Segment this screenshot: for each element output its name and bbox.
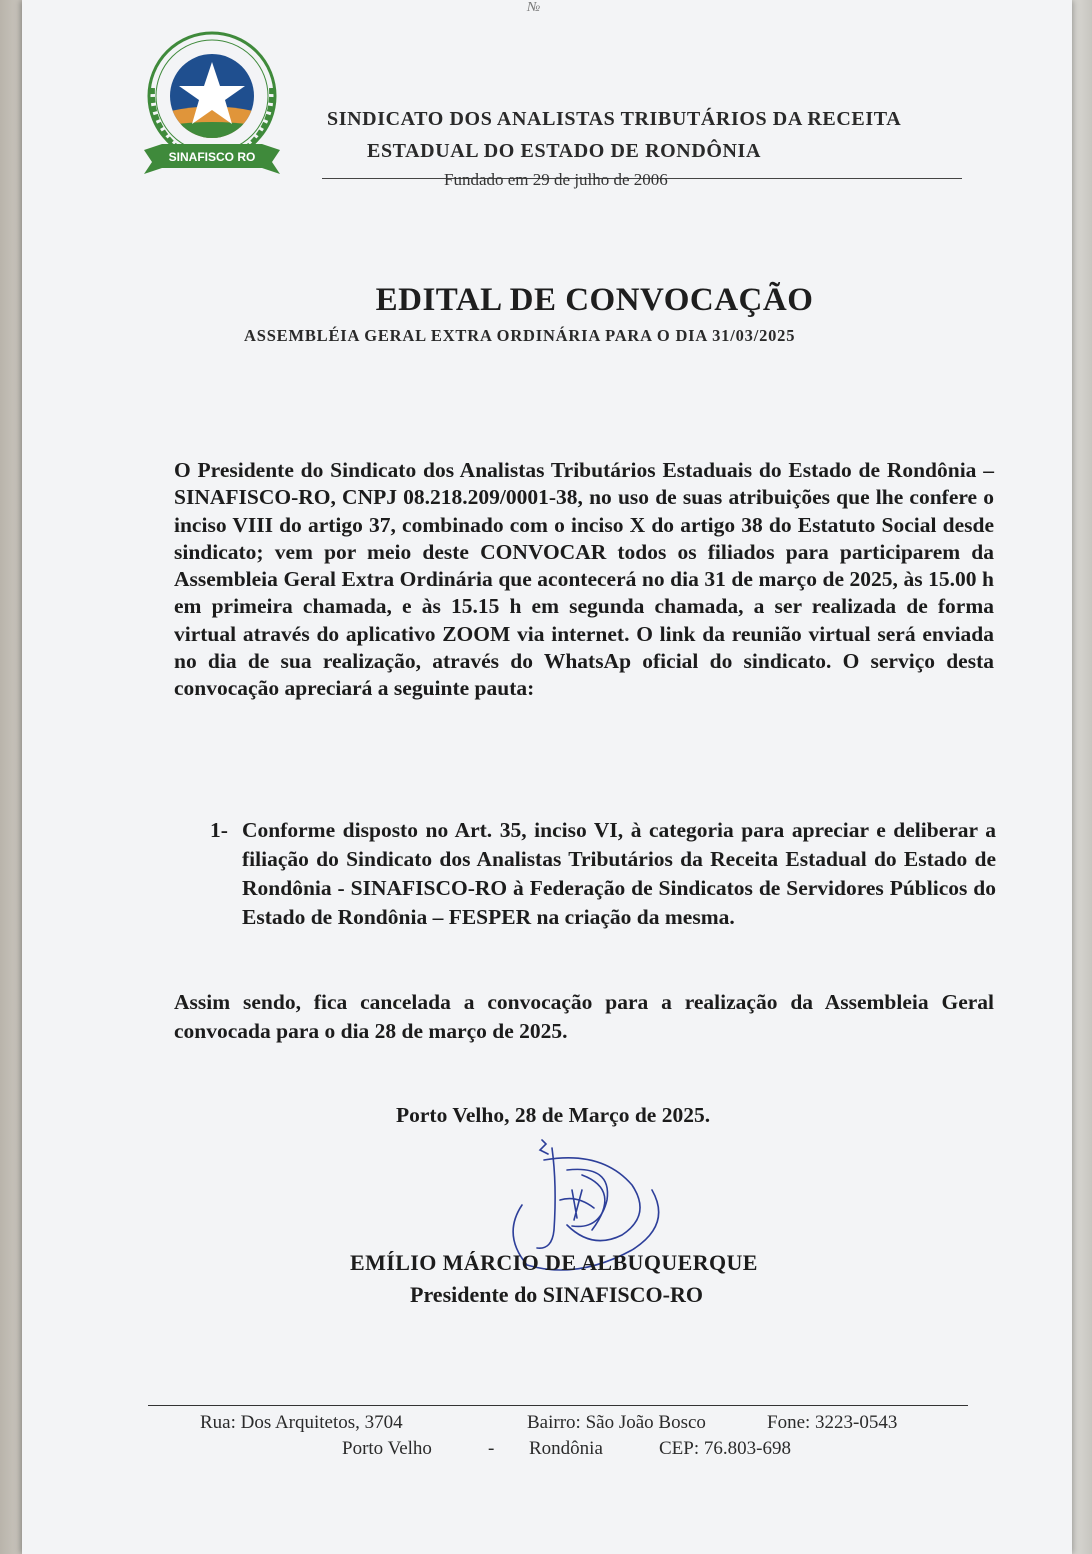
footer-phone: Fone: 3223-0543 [767,1412,898,1433]
logo-ribbon-text: SINAFISCO RO [168,150,256,164]
closing-paragraph: Assim sendo, fica cancelada a convocação para a realização da Assembleia Geral convocada para o dia 28 de março de 2025. [174,990,994,1043]
document-title: EDITAL DE CONVOCAÇÃO [375,282,814,318]
founded-date: Fundado em 29 de julho de 2006 [444,170,668,189]
footer-state: Rondônia [529,1438,603,1459]
letterhead-line-1: SINDICATO DOS ANALISTAS TRIBUTÁRIOS DA RECEITA [327,108,902,130]
footer-divider [148,1405,968,1406]
agenda-item-number: 1- [210,818,228,842]
document-title-block [22,282,1072,319]
place-and-date: Porto Velho, 28 de Março de 2025. [396,1103,711,1127]
signer-name: EMÍLIO MÁRCIO DE ALBUQUERQUE [350,1250,758,1275]
letterhead-line-2: ESTADUAL DO ESTADO DE RONDÔNIA [367,140,761,162]
agenda-item-text: Conforme disposto no Art. 35, inciso VI, à categoria para apreciar e deliberar a filiação do Sindicato dos Analistas Tributários da Receita Estadual do Estado de Rondônia - SINAFISCO-RO à Federação de Sindicatos de Servidores Públicos do Estado de Rondônia – FESPER na criação da mesma. [242,818,996,929]
footer-cep: CEP: 76.803-698 [659,1438,791,1459]
top-handwritten-mark: № [527,0,541,15]
document-subtitle: ASSEMBLÉIA GERAL EXTRA ORDINÁRIA PARA O DIA 31/03/2025 [244,326,796,345]
sinafisco-logo [122,28,302,186]
footer-district: Bairro: São João Bosco [527,1412,706,1433]
footer-separator: - [488,1438,495,1459]
signer-role: Presidente do SINAFISCO-RO [410,1282,703,1307]
footer-city: Porto Velho [342,1438,432,1459]
footer-address: Rua: Dos Arquitetos, 3704 [200,1412,403,1433]
document-page [22,0,1072,1554]
body-paragraph: O Presidente do Sindicato dos Analistas Tributários Estaduais do Estado de Rondônia – SINAFISCO-RO, CNPJ 08.218.209/0001-38, no uso de suas atribuições que lhe confere o inciso VIII do artigo 37, combinado com o inciso X do artigo 38 do Estatuto Social desde sindicato; vem por meio deste CONVOCAR todos os filiados para participarem da Assembleia Geral Extra Ordinária que acontecerá no dia 31 de março de 2025, às 15.00 h em primeira chamada, e às 15.15 h em segunda chamada, a ser realizada de forma virtual através do aplicativo ZOOM via internet. O link da reunião virtual será enviada no dia de sua realização, através do WhatsAp oficial do sindicato. O serviço desta convocação apreciará a seguinte pauta: [174,458,994,701]
